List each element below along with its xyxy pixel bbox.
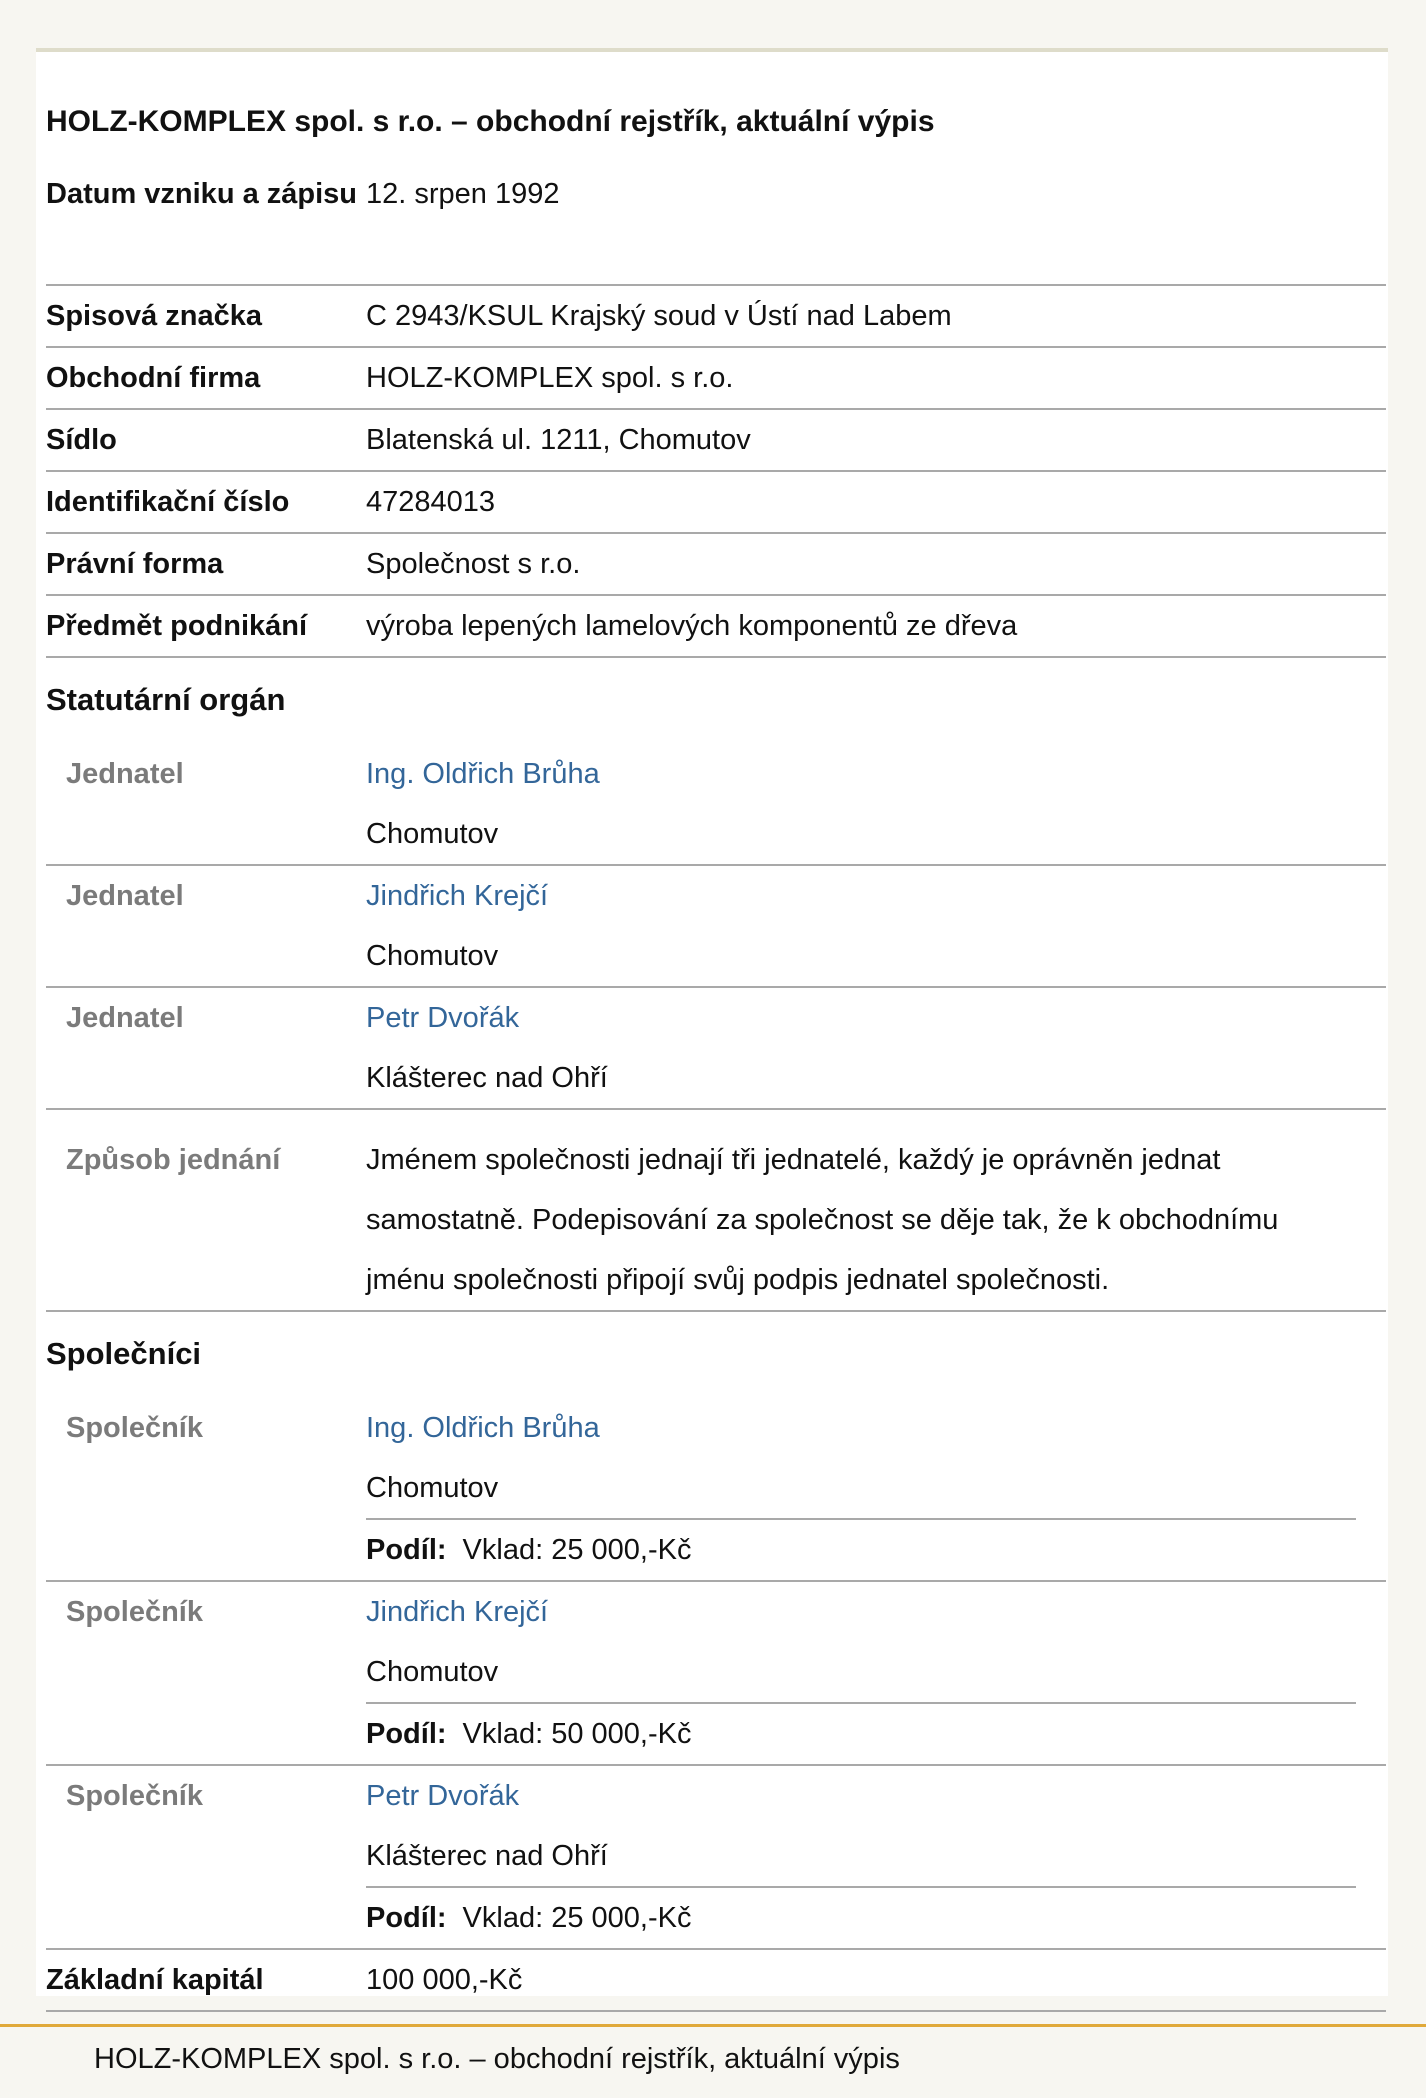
member-role: Jednatel [66, 758, 184, 790]
member-role: Jednatel [66, 1002, 184, 1034]
member-city: Chomutov [366, 818, 499, 850]
member-name-link[interactable]: Ing. Oldřich Brůha [366, 1412, 600, 1444]
section-statutory: Statutární orgán [46, 682, 286, 717]
member-role: Společník [66, 1780, 203, 1812]
partner-share [366, 1518, 1356, 1580]
member-city: Chomutov [366, 1472, 499, 1504]
row-value: Společnost s r.o. [366, 548, 581, 580]
row-sidlo [46, 410, 1386, 472]
row-label: Základní kapitál [46, 1964, 264, 1996]
row-value: C 2943/KSUL Krajský soud v Ústí nad Labem [366, 300, 952, 332]
member-role: Společník [66, 1596, 203, 1628]
row-value: HOLZ-KOMPLEX spol. s r.o. [366, 362, 734, 394]
row-value: 100 000,-Kč [366, 1964, 523, 1996]
partner-share [366, 1702, 1356, 1764]
row-label: Způsob jednání [66, 1144, 281, 1176]
row-label: Sídlo [46, 424, 117, 456]
row-label: Obchodní firma [46, 362, 261, 394]
row-label: Identifikační číslo [46, 486, 290, 518]
row-value: 47284013 [366, 486, 496, 518]
member-role: Jednatel [66, 880, 184, 912]
partner-member [46, 1766, 1386, 1950]
row-label: Spisová značka [46, 300, 262, 332]
member-name-link[interactable]: Petr Dvořák [366, 1002, 520, 1034]
row-obchodni-firma [46, 348, 1386, 410]
page-footer [0, 2024, 1426, 2098]
member-city: Klášterec nad Ohří [366, 1062, 608, 1094]
share-label: Podíl: [366, 1718, 447, 1750]
row-label: Datum vzniku a zápisu [46, 178, 358, 210]
member-role: Společník [66, 1412, 203, 1444]
row-predmet-podnikani [46, 596, 1386, 658]
partner-share [366, 1886, 1356, 1948]
row-spisova-znacka [46, 286, 1386, 348]
footer-text: HOLZ-KOMPLEX spol. s r.o. – obchodní rejstřík, aktuální výpis [94, 2043, 900, 2075]
partner-member [46, 1582, 1386, 1766]
share-label: Podíl: [366, 1534, 447, 1566]
share-label: Podíl: [366, 1902, 447, 1934]
register-panel [36, 48, 1388, 1996]
row-zpusob-jednani [46, 1110, 1386, 1312]
statutory-member [46, 988, 1386, 1110]
statutory-member [46, 744, 1386, 866]
row-value: Blatenská ul. 1211, Chomutov [366, 424, 751, 456]
member-city: Chomutov [366, 1656, 499, 1688]
member-name-link[interactable]: Jindřich Krejčí [366, 880, 549, 912]
row-value: 12. srpen 1992 [366, 178, 560, 210]
row-label: Právní forma [46, 548, 224, 580]
row-ico [46, 472, 1386, 534]
row-pravni-forma [46, 534, 1386, 596]
member-city: Klášterec nad Ohří [366, 1840, 608, 1872]
section-partners: Společníci [46, 1336, 202, 1371]
member-name-link[interactable]: Ing. Oldřich Brůha [366, 758, 600, 790]
statutory-member [46, 866, 1386, 988]
partner-member [46, 1398, 1386, 1582]
share-value: Vklad: 25 000,-Kč [462, 1902, 692, 1934]
row-datum [46, 164, 1386, 286]
share-value: Vklad: 25 000,-Kč [462, 1534, 692, 1566]
row-value: výroba lepených lamelových komponentů ze dřeva [366, 610, 1018, 642]
share-value: Vklad: 50 000,-Kč [462, 1718, 692, 1750]
member-city: Chomutov [366, 940, 499, 972]
row-value: Jménem společnosti jednají tři jednatelé, každý je oprávněn jednat samostatně. Podepisování za společnost se děje tak, že k obchodnímu jménu společnosti připojí svůj podpis jednatel společnosti. [366, 1144, 1279, 1296]
row-label: Předmět podnikání [46, 610, 308, 642]
register-content [46, 102, 1386, 2012]
member-name-link[interactable]: Petr Dvořák [366, 1780, 520, 1812]
member-name-link[interactable]: Jindřich Krejčí [366, 1596, 549, 1628]
row-zakladni-kapital [46, 1950, 1386, 2012]
page-title: HOLZ-KOMPLEX spol. s r.o. – obchodní rejstřík, aktuální výpis [46, 105, 935, 138]
